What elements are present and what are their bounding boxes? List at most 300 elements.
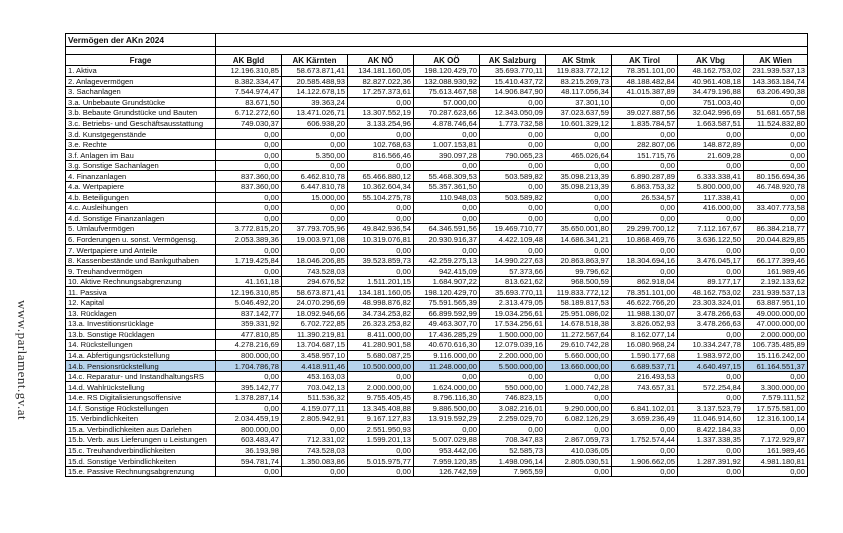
row-label: 3. Sachanlagen: [66, 87, 216, 98]
value-cell: 0,00: [612, 213, 678, 224]
value-cell: 63.206.490,38: [744, 87, 808, 98]
table-row: [66, 97, 808, 108]
value-cell: 17.575.581,00: [744, 403, 808, 414]
row-label: 14.c. Reparatur- und InstandhaltungsRS: [66, 371, 216, 382]
value-cell: 10.362.604,34: [348, 182, 414, 193]
value-cell: 161.989,46: [744, 445, 808, 456]
value-cell: 83.671,50: [216, 97, 282, 108]
value-cell: 6.082.126,29: [546, 414, 612, 425]
value-cell: 151.715,76: [612, 150, 678, 161]
value-cell: 453.163,03: [282, 371, 348, 382]
row-label: 3.e. Rechte: [66, 139, 216, 150]
value-cell: 18.046.206,85: [282, 255, 348, 266]
row-label: 15.a. Verbindlichkeiten aus Darlehen: [66, 424, 216, 435]
row-label: 1. Aktiva: [66, 66, 216, 77]
row-label: 15.e. Passive Rechnungsabgrenzung: [66, 466, 216, 477]
column-header: AK OÖ: [414, 55, 480, 66]
value-cell: 0,00: [546, 160, 612, 171]
value-cell: 0,00: [348, 129, 414, 140]
column-header: AK Wien: [744, 55, 808, 66]
table-row: [66, 414, 808, 425]
value-cell: 0,00: [348, 371, 414, 382]
value-cell: 39.523.859,73: [348, 255, 414, 266]
value-cell: 0,00: [480, 213, 546, 224]
value-cell: 0,00: [348, 466, 414, 477]
value-cell: 26.323.253,82: [348, 319, 414, 330]
value-cell: 48.188.482,84: [612, 76, 678, 87]
value-cell: 477.810,85: [216, 329, 282, 340]
value-cell: 20.863.863,97: [546, 255, 612, 266]
value-cell: 25.951.086,02: [546, 308, 612, 319]
value-cell: 4.981.180,81: [744, 456, 808, 467]
value-cell: 5.015.975,77: [348, 456, 414, 467]
value-cell: 708.347,83: [480, 435, 546, 446]
value-cell: 19.469.710,77: [480, 224, 546, 235]
value-cell: 46.748.920,78: [744, 182, 808, 193]
table-row: [66, 350, 808, 361]
value-cell: 36.193,98: [216, 445, 282, 456]
row-label: 12. Kapital: [66, 298, 216, 309]
row-label: 2. Anlagevermögen: [66, 76, 216, 87]
value-cell: 89.177,17: [678, 276, 744, 287]
value-cell: 0,00: [612, 97, 678, 108]
value-cell: 16.080.968,24: [612, 340, 678, 351]
value-cell: 0,00: [678, 392, 744, 403]
row-label: 14.b. Pensionsrückstellung: [66, 361, 216, 372]
spacer-cell: [216, 47, 808, 55]
table-row: [66, 298, 808, 309]
value-cell: 0,00: [282, 203, 348, 214]
table-row: [66, 76, 808, 87]
value-cell: 4.278.216,69: [216, 340, 282, 351]
value-cell: 47.000.000,00: [744, 319, 808, 330]
value-cell: 0,00: [744, 245, 808, 256]
value-cell: 8.796.116,30: [414, 392, 480, 403]
value-cell: 0,00: [546, 203, 612, 214]
value-cell: 703.042,13: [282, 382, 348, 393]
value-cell: 1.663.587,51: [678, 118, 744, 129]
value-cell: 17.257.373,61: [348, 87, 414, 98]
value-cell: 11.390.219,81: [282, 329, 348, 340]
value-cell: 743.657,31: [612, 382, 678, 393]
value-cell: 13.307.552,19: [348, 108, 414, 119]
value-cell: 63.887.951,10: [744, 298, 808, 309]
table-row: [66, 266, 808, 277]
value-cell: 17.534.256,61: [480, 319, 546, 330]
table-row: [66, 192, 808, 203]
value-cell: 503.589,82: [480, 192, 546, 203]
table-row: [66, 392, 808, 403]
value-cell: 58.189.817,53: [546, 298, 612, 309]
value-cell: 198.120.429,70: [414, 66, 480, 77]
value-cell: 1.500.000,00: [480, 329, 546, 340]
column-header: AK Kärnten: [282, 55, 348, 66]
value-cell: 2.867.059,73: [546, 435, 612, 446]
value-cell: 0,00: [612, 424, 678, 435]
row-label: 14.e. RS Digitalisierungsoffensive: [66, 392, 216, 403]
value-cell: 37.023.637,59: [546, 108, 612, 119]
table-row: [66, 255, 808, 266]
value-cell: 86.384.218,77: [744, 224, 808, 235]
column-header: AK NÖ: [348, 55, 414, 66]
table-row: [66, 87, 808, 98]
value-cell: 0,00: [480, 245, 546, 256]
value-cell: 0,00: [282, 424, 348, 435]
value-cell: 143.363.184,74: [744, 76, 808, 87]
value-cell: 837.360,00: [216, 171, 282, 182]
value-cell: 0,00: [348, 203, 414, 214]
value-cell: 968.500,59: [546, 276, 612, 287]
value-cell: 3.300.000,00: [744, 382, 808, 393]
value-cell: 0,00: [216, 203, 282, 214]
value-cell: 4.878.746,64: [414, 118, 480, 129]
value-cell: 0,00: [546, 371, 612, 382]
row-label: 3.d. Kunstgegenstände: [66, 129, 216, 140]
value-cell: 0,00: [546, 139, 612, 150]
value-cell: 2.805.942,91: [282, 414, 348, 425]
row-label: 14. Rückstellungen: [66, 340, 216, 351]
value-cell: 49.842.936,54: [348, 224, 414, 235]
value-cell: 9.290.000,00: [546, 403, 612, 414]
value-cell: 5.007.029,88: [414, 435, 480, 446]
value-cell: 6.447.810,78: [282, 182, 348, 193]
value-cell: 1.498.096,14: [480, 456, 546, 467]
table-row: [66, 66, 808, 77]
value-cell: 359.331,92: [216, 319, 282, 330]
table-row: [66, 171, 808, 182]
value-cell: 3.478.266,63: [678, 308, 744, 319]
value-cell: 55.468.309,53: [414, 171, 480, 182]
value-cell: 12.196.310,85: [216, 66, 282, 77]
value-cell: 3.476.045,17: [678, 255, 744, 266]
value-cell: 3.636.122,50: [678, 234, 744, 245]
value-cell: 29.299.700,12: [612, 224, 678, 235]
value-cell: 0,00: [546, 424, 612, 435]
value-cell: 1.337.338,35: [678, 435, 744, 446]
value-cell: 75.613.467,58: [414, 87, 480, 98]
value-cell: 14.990.227,63: [480, 255, 546, 266]
value-cell: 6.689.537,71: [612, 361, 678, 372]
table-row: [66, 371, 808, 382]
value-cell: 216.493,53: [612, 371, 678, 382]
value-cell: 503.589,82: [480, 171, 546, 182]
value-cell: 3.137.523,79: [678, 403, 744, 414]
value-cell: 13.660.000,00: [546, 361, 612, 372]
value-cell: 5.500.000,00: [480, 361, 546, 372]
value-cell: 2.000.000,00: [348, 382, 414, 393]
value-cell: 0,00: [414, 160, 480, 171]
value-cell: 0,00: [612, 466, 678, 477]
value-cell: 134.181.160,05: [348, 287, 414, 298]
value-cell: 6.702.722,85: [282, 319, 348, 330]
value-cell: 0,00: [678, 213, 744, 224]
value-cell: 3.133.254,96: [348, 118, 414, 129]
value-cell: 0,00: [348, 445, 414, 456]
value-cell: 6.333.338,41: [678, 171, 744, 182]
value-cell: 0,00: [216, 139, 282, 150]
value-cell: 9.116.000,00: [414, 350, 480, 361]
value-cell: 4.418.911,46: [282, 361, 348, 372]
value-cell: 1.350.083,86: [282, 456, 348, 467]
value-cell: 102.768,63: [348, 139, 414, 150]
value-cell: 5.660.000,00: [546, 350, 612, 361]
value-cell: 0,00: [678, 129, 744, 140]
value-cell: 9.755.405,45: [348, 392, 414, 403]
value-cell: 41.280.901,58: [348, 340, 414, 351]
value-cell: 800.000,00: [216, 350, 282, 361]
assets-table: [65, 33, 808, 477]
value-cell: 837.142,77: [216, 308, 282, 319]
value-cell: 0,00: [546, 392, 612, 403]
table-row: [66, 160, 808, 171]
value-cell: 20.930.916,37: [414, 234, 480, 245]
value-cell: 21.609,28: [678, 150, 744, 161]
value-cell: 49.463.307,70: [414, 319, 480, 330]
spacer-row: [66, 47, 808, 55]
table-row: [66, 329, 808, 340]
table-row: [66, 276, 808, 287]
value-cell: 2.551.950,93: [348, 424, 414, 435]
value-cell: 48.998.876,82: [348, 298, 414, 309]
value-cell: 6.712.272,60: [216, 108, 282, 119]
value-cell: 0,00: [480, 160, 546, 171]
value-cell: 70.287.623,66: [414, 108, 480, 119]
value-cell: 1.684.907,22: [414, 276, 480, 287]
table-row: [66, 340, 808, 351]
table-row: [66, 118, 808, 129]
row-label: 4.b. Beteiligungen: [66, 192, 216, 203]
value-cell: 14.906.847,90: [480, 87, 546, 98]
value-cell: 0,00: [480, 424, 546, 435]
row-label: 13.b. Sonstige Rücklagen: [66, 329, 216, 340]
table-row: [66, 466, 808, 477]
value-cell: 2.313.479,05: [480, 298, 546, 309]
value-cell: 61.164.551,37: [744, 361, 808, 372]
value-cell: 82.827.022,36: [348, 76, 414, 87]
value-cell: 13.919.592,29: [414, 414, 480, 425]
value-cell: 0,00: [216, 192, 282, 203]
value-cell: 20.044.829,85: [744, 234, 808, 245]
value-cell: 3.458.957,10: [282, 350, 348, 361]
value-cell: 11.248.000,00: [414, 361, 480, 372]
value-cell: 126.742,59: [414, 466, 480, 477]
table-row: [66, 361, 808, 372]
value-cell: 57.373,66: [480, 266, 546, 277]
value-cell: 1.599.201,13: [348, 435, 414, 446]
value-cell: 0,00: [282, 213, 348, 224]
value-cell: 0,00: [546, 213, 612, 224]
table-row: [66, 224, 808, 235]
value-cell: 231.939.537,13: [744, 287, 808, 298]
value-cell: 64.346.591,56: [414, 224, 480, 235]
value-cell: 7.544.974,47: [216, 87, 282, 98]
value-cell: 3.478.266,63: [678, 319, 744, 330]
value-cell: 790.065,23: [480, 150, 546, 161]
table-row: [66, 287, 808, 298]
value-cell: 8.422.184,33: [678, 424, 744, 435]
column-header: AK Tirol: [612, 55, 678, 66]
value-cell: 942.415,09: [414, 266, 480, 277]
value-cell: 119.833.772,12: [546, 287, 612, 298]
value-cell: 743.528,03: [282, 266, 348, 277]
value-cell: 49.000.000,00: [744, 308, 808, 319]
value-cell: 134.181.160,05: [348, 66, 414, 77]
value-cell: 18.092.946,66: [282, 308, 348, 319]
row-label: 7. Wertpapiere und Anteile: [66, 245, 216, 256]
value-cell: 23.303.324,01: [678, 298, 744, 309]
value-cell: 37.301,10: [546, 97, 612, 108]
value-cell: 0,00: [744, 371, 808, 382]
value-cell: 395.142,77: [216, 382, 282, 393]
value-cell: 4.159.077,11: [282, 403, 348, 414]
row-label: 8. Kassenbestände und Bankguthaben: [66, 255, 216, 266]
value-cell: 0,00: [612, 160, 678, 171]
value-cell: 132.088.930,92: [414, 76, 480, 87]
value-cell: 1.590.177,68: [612, 350, 678, 361]
value-cell: 12.196.310,85: [216, 287, 282, 298]
value-cell: 0,00: [744, 150, 808, 161]
row-label: 3.b. Bebaute Grundstücke und Bauten: [66, 108, 216, 119]
value-cell: 282.807,06: [612, 139, 678, 150]
value-cell: 0,00: [348, 213, 414, 224]
header-row: [66, 55, 808, 66]
value-cell: 14.122.678,15: [282, 87, 348, 98]
value-cell: 0,00: [678, 371, 744, 382]
value-cell: 1.752.574,44: [612, 435, 678, 446]
value-cell: 24.070.296,69: [282, 298, 348, 309]
table-row: [66, 245, 808, 256]
value-cell: 0,00: [414, 424, 480, 435]
value-cell: 5.800.000,00: [678, 182, 744, 193]
value-cell: 294.676,52: [282, 276, 348, 287]
value-cell: 0,00: [678, 466, 744, 477]
table-row: [66, 129, 808, 140]
value-cell: 0,00: [282, 139, 348, 150]
row-label: 3.c. Betriebs- und Geschäftsausstattung: [66, 118, 216, 129]
value-cell: 0,00: [216, 129, 282, 140]
value-cell: 6.890.287,89: [612, 171, 678, 182]
value-cell: 1.287.391,92: [678, 456, 744, 467]
value-cell: 3.082.216,01: [480, 403, 546, 414]
value-cell: 0,00: [744, 192, 808, 203]
value-cell: 7.112.167,67: [678, 224, 744, 235]
value-cell: 0,00: [216, 213, 282, 224]
value-cell: 862.918,04: [612, 276, 678, 287]
value-cell: 410.036,05: [546, 445, 612, 456]
row-label: 11. Passiva: [66, 287, 216, 298]
value-cell: 572.254,84: [678, 382, 744, 393]
value-cell: 0,00: [348, 97, 414, 108]
value-cell: 14.686.341,21: [546, 234, 612, 245]
value-cell: 39.027.887,56: [612, 108, 678, 119]
value-cell: 0,00: [678, 160, 744, 171]
value-cell: 110.948,03: [414, 192, 480, 203]
row-label: 4.a. Wertpapiere: [66, 182, 216, 193]
value-cell: 7.959.120,35: [414, 456, 480, 467]
value-cell: 2.034.459,19: [216, 414, 282, 425]
table-row: [66, 403, 808, 414]
value-cell: 0,00: [348, 266, 414, 277]
value-cell: 7.172.929,87: [744, 435, 808, 446]
value-cell: 9.167.127,83: [348, 414, 414, 425]
row-label: 3.f. Anlagen im Bau: [66, 150, 216, 161]
value-cell: 0,00: [546, 129, 612, 140]
value-cell: 2.259.029,70: [480, 414, 546, 425]
header-cell-frage: Frage: [66, 55, 216, 66]
value-cell: 26.534,57: [612, 192, 678, 203]
value-cell: 10.868.469,76: [612, 234, 678, 245]
value-cell: 0,00: [480, 97, 546, 108]
value-cell: 58.673.871,41: [282, 287, 348, 298]
value-cell: 51.681.657,58: [744, 108, 808, 119]
value-cell: 148.872,89: [678, 139, 744, 150]
value-cell: 34.734.253,82: [348, 308, 414, 319]
value-cell: 35.098.213,39: [546, 182, 612, 193]
value-cell: 1.719.425,84: [216, 255, 282, 266]
value-cell: 0,00: [414, 245, 480, 256]
table-body: [66, 34, 808, 477]
value-cell: 2.200.000,00: [480, 350, 546, 361]
value-cell: 0,00: [744, 97, 808, 108]
table-row: [66, 445, 808, 456]
value-cell: 11.046.914,60: [678, 414, 744, 425]
value-cell: 0,00: [480, 139, 546, 150]
table-row: [66, 456, 808, 467]
value-cell: 0,00: [744, 129, 808, 140]
value-cell: 0,00: [216, 266, 282, 277]
value-cell: 511.536,32: [282, 392, 348, 403]
value-cell: 3.659.236,49: [612, 414, 678, 425]
row-label: 15.c. Treuhandverbindlichkeiten: [66, 445, 216, 456]
value-cell: 712.331,02: [282, 435, 348, 446]
value-cell: 3.772.815,20: [216, 224, 282, 235]
value-cell: 15.000,00: [282, 192, 348, 203]
value-cell: 7.579.111,52: [744, 392, 808, 403]
value-cell: 14.678.518,38: [546, 319, 612, 330]
column-header: AK Vbg: [678, 55, 744, 66]
value-cell: 35.098.213,39: [546, 171, 612, 182]
value-cell: 119.833.772,12: [546, 66, 612, 77]
value-cell: 57.000,00: [414, 97, 480, 108]
value-cell: 65.466.880,12: [348, 171, 414, 182]
value-cell: 12.316.100,14: [744, 414, 808, 425]
value-cell: 0,00: [216, 245, 282, 256]
value-cell: 39.363,24: [282, 97, 348, 108]
column-header: AK Bgld: [216, 55, 282, 66]
value-cell: 11.988.130,07: [612, 308, 678, 319]
value-cell: 34.479.196,88: [678, 87, 744, 98]
table-row: [66, 382, 808, 393]
value-cell: 746.823,15: [480, 392, 546, 403]
value-cell: 0,00: [612, 203, 678, 214]
value-cell: 1.704.786,78: [216, 361, 282, 372]
value-cell: 0,00: [744, 466, 808, 477]
value-cell: 2.000.000,00: [744, 329, 808, 340]
value-cell: 606.938,20: [282, 118, 348, 129]
value-cell: 594.781,74: [216, 456, 282, 467]
row-label: 14.f. Sonstige Rückstellungen: [66, 403, 216, 414]
row-label: 14.d. Wahlrückstellung: [66, 382, 216, 393]
row-label: 4.c. Ausleihungen: [66, 203, 216, 214]
value-cell: 0,00: [744, 160, 808, 171]
value-cell: 41.015.387,89: [612, 87, 678, 98]
value-cell: 117.338,41: [678, 192, 744, 203]
value-cell: 0,00: [414, 213, 480, 224]
value-cell: 15.116.242,00: [744, 350, 808, 361]
value-cell: 15.410.437,72: [480, 76, 546, 87]
value-cell: 5.680.087,25: [348, 350, 414, 361]
title-row-filler: [216, 34, 808, 47]
